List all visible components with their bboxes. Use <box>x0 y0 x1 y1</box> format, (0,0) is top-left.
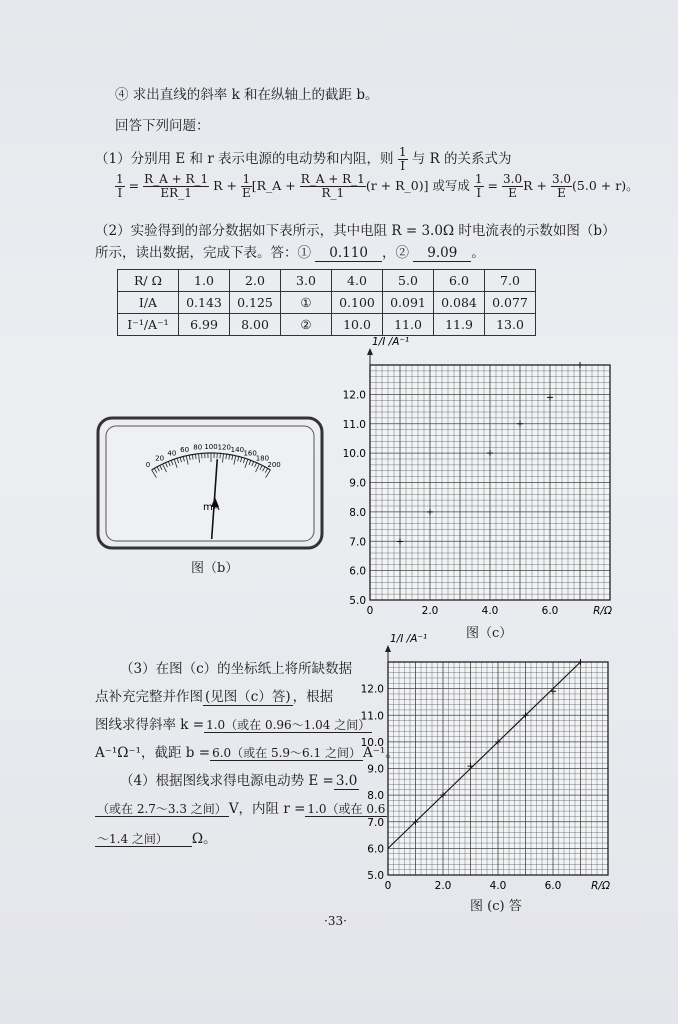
x-tick-label: 2.0 <box>434 880 452 892</box>
y-tick-label: 8.0 <box>367 790 384 803</box>
x-tick-label: 4.0 <box>489 880 507 892</box>
y-tick-label: 7.0 <box>349 536 366 549</box>
y-axis-label: 1/I /A⁻¹ <box>390 633 428 645</box>
q3-line-4: A⁻¹Ω⁻¹，截距 b = 6.0（或在 5.9～6.1 之间） A⁻¹。 <box>95 745 399 761</box>
chart-c <box>325 336 655 630</box>
x-tick-label: 0 <box>384 880 392 892</box>
q4-line-3: ～1.4 之间） Ω。 <box>97 831 217 847</box>
x-tick-label: 6.0 <box>541 605 559 617</box>
step-4: ④ 求出直线的斜率 k 和在纵轴上的截距 b。 <box>115 87 379 103</box>
y-tick-label: 10.0 <box>360 736 384 749</box>
meter-scale-label: 40 <box>167 449 177 458</box>
x-tick-label: 0 <box>366 605 374 617</box>
q3-line-2: 点补充完整并作图 (见图（c）答) ，根据 <box>95 689 334 705</box>
fig-c-caption: 图（c） <box>466 626 513 641</box>
q2-text-2: 所示，读出数据，完成下表。答：① 0.110 ，② 9.09 。 <box>95 245 485 261</box>
q4-line-2: （或在 2.7～3.3 之间） V，内阻 r = 1.0（或在 0.6 <box>97 801 386 817</box>
table-row: I⁻¹/A⁻¹ 6.99 8.00 ② 10.0 11.0 11.9 13.0 <box>118 314 536 336</box>
table-row: R/ Ω 1.0 2.0 3.0 4.0 5.0 6.0 7.0 <box>118 270 536 292</box>
fig-c-answer-caption: 图 (c) 答 <box>470 899 522 914</box>
meter-scale-label: 120 <box>217 443 231 452</box>
meter-scale-label: 180 <box>255 454 270 463</box>
meter-scale-label: 100 <box>204 443 218 451</box>
answer-2: 9.09 <box>413 245 471 262</box>
q3-line-3: 图线求得斜率 k = 1.0（或在 0.96～1.04 之间） <box>95 717 371 733</box>
x-axis-label: R/Ω <box>593 605 612 617</box>
y-tick-label: 12.0 <box>342 389 366 402</box>
x-tick-label: 4.0 <box>481 605 499 617</box>
meter-scale-label: 20 <box>155 454 165 463</box>
data-table <box>117 269 536 336</box>
table-row: I/A 0.143 0.125 ① 0.100 0.091 0.084 0.077 <box>118 292 536 314</box>
answer-intro: 回答下列问题： <box>115 118 210 134</box>
meter-scale-label: 60 <box>180 445 190 454</box>
y-tick-label: 5.0 <box>349 595 366 607</box>
meter-scale-label: 0 <box>145 461 151 470</box>
ammeter-figure <box>95 415 327 555</box>
x-axis-label: R/Ω <box>591 880 610 892</box>
y-tick-label: 9.0 <box>367 763 384 776</box>
y-tick-label: 6.0 <box>367 843 384 856</box>
page-number: ·33· <box>324 914 347 928</box>
meter-scale-label: 80 <box>193 443 203 452</box>
answer-1: 0.110 <box>315 245 382 262</box>
y-axis-label: 1/I /A⁻¹ <box>372 336 410 348</box>
y-tick-label: 5.0 <box>367 870 384 882</box>
q1-text: （1）分别用 E 和 r 表示电源的电动势和内阻，则 $\frac{1}{I}$ 与 R 的关系式为 <box>95 145 512 173</box>
fraction-1-over-i: $\frac{1}{I}$ <box>398 145 407 173</box>
meter-scale-label: 140 <box>230 445 245 454</box>
y-tick-label: 6.0 <box>349 565 366 578</box>
q3-line-1: （3）在图（c）的坐标纸上将所缺数据 <box>120 661 353 677</box>
meter-unit-label: mA <box>203 502 220 513</box>
y-tick-label: 10.0 <box>342 448 366 461</box>
x-tick-label: 6.0 <box>544 880 562 892</box>
y-tick-label: 11.0 <box>342 418 366 431</box>
x-tick-label: 2.0 <box>421 605 439 617</box>
y-tick-label: 12.0 <box>360 683 384 696</box>
y-axis-arrow-icon <box>367 348 373 355</box>
y-tick-label: 11.0 <box>360 710 384 723</box>
q4-line-1: （4）根据图线求得电源电动势 E = 3.0 <box>120 773 358 789</box>
fig-b-caption: 图（b） <box>191 561 239 576</box>
meter-scale-label: 200 <box>267 461 281 470</box>
meter-scale-label: 160 <box>243 449 257 458</box>
y-tick-label: 7.0 <box>367 816 384 829</box>
q1-formula: $\frac{1}{I}$ = $\frac{R\_A + R\_1}{ER\_1}$ R + $\frac{1}{E}$ [R_A + $\frac{R\_A + R\_1}{R\_1}$ (r + R_0)] 或写成 $\frac{1}{I}$ = $\frac{3.0}{E}$ R + $\frac{3.0}{E}$ (5.0 + r)。 <box>116 172 639 200</box>
y-tick-label: 9.0 <box>349 477 366 490</box>
y-axis-arrow-icon <box>385 645 391 652</box>
q2-text-1: （2）实验得到的部分数据如下表所示，其中电阻 R = 3.0Ω 时电流表的示数如图（b） <box>95 223 616 239</box>
y-tick-label: 8.0 <box>349 506 366 519</box>
